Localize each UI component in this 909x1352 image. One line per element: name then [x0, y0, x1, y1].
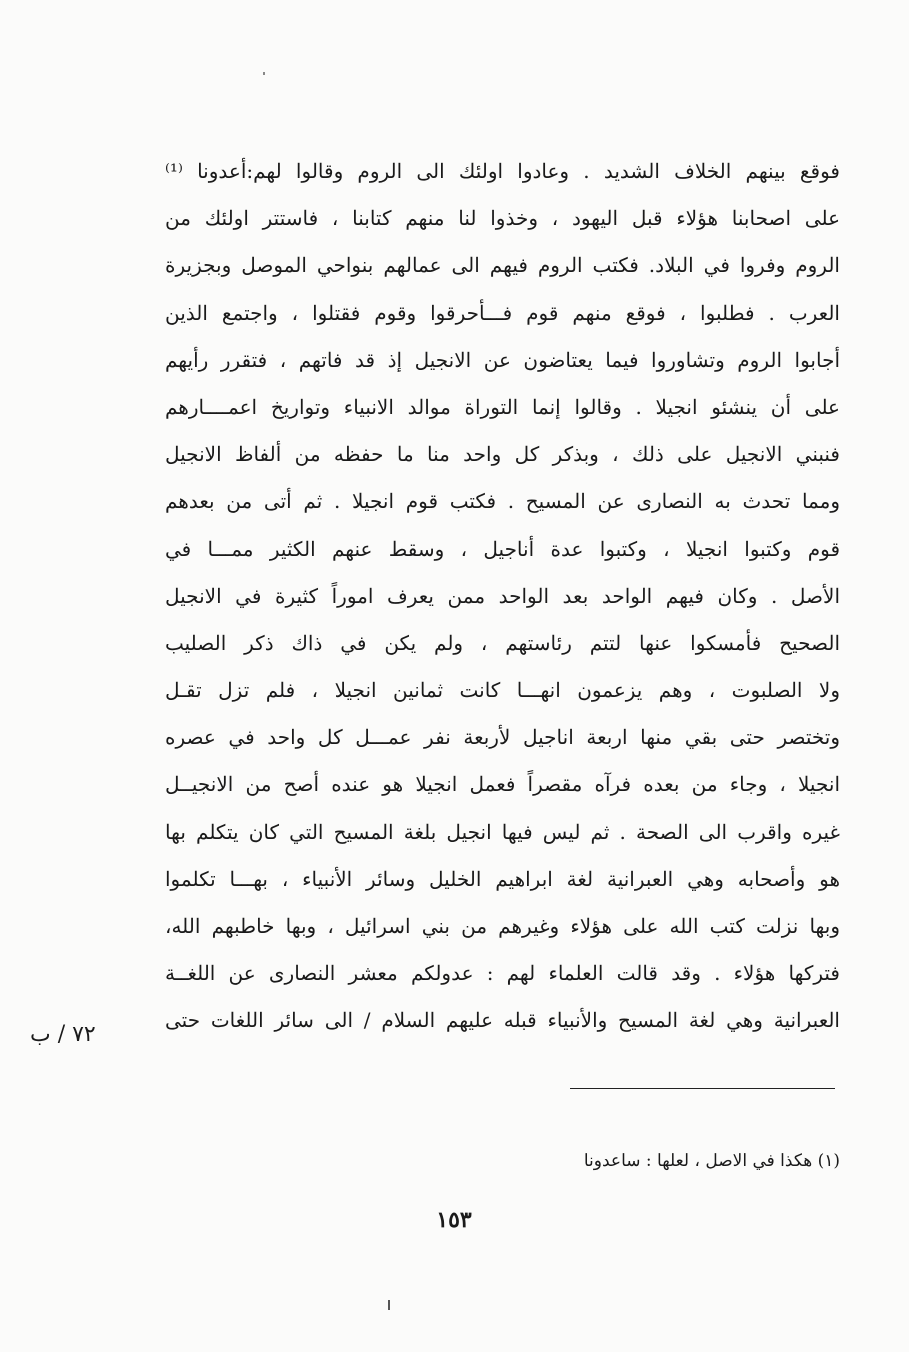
footnote-divider [570, 1088, 835, 1089]
text-line-3: الروم وفروا في البلاد. فكتب الروم فيهم الى عمالهم بنواحي الموصل وبجزيرة [165, 253, 840, 278]
text-line-17: وبها نزلت كتب الله على هؤلاء وغيرهم من بني اسرائيل ، وبها خاطبهم الله، [165, 914, 840, 938]
text-line-7: فنبني الانجيل على ذلك ، وبذكر كل واحد منا ما حفظه من ألفاظ الانجيل [165, 442, 840, 467]
scan-speck [263, 72, 265, 75]
text-line-2: على اصحابنا هؤلاء قبل اليهود ، وخذوا لنا منهم كتابنا ، فاستتر اولئك من [165, 206, 840, 231]
text-line-13: وتختصر حتى بقي منها اربعة اناجيل لأربعة نفر عمـــل كل واحد في عصره [165, 725, 840, 750]
text-line-8: ومما تحدث به النصارى عن المسيح . فكتب قوم انجيلا . ثم أتى من بعدهم [165, 489, 840, 514]
text-line-4: العرب . فطلبوا ، فوقع منهم قوم فـــأحرقوا وقوم فقتلوا ، واجتمع الذين [165, 300, 840, 325]
text-line-6: على أن ينشئو انجيلا . وقالوا إنما التوراة موالد الانبياء وتواريخ اعمــــارهم [165, 394, 840, 419]
footnote: (١) هكذا في الاصل ، لعلها : ساعدونا [583, 1151, 840, 1171]
folio-margin-reference: ٧٢ / ب [30, 1022, 96, 1047]
text-line-12: ولا الصلبوت ، وهم يزعمون انهـــا كانت ثمانين انجيلا ، فلم تزل تقـل [165, 678, 840, 703]
text-line-9: قوم وكتبوا انجيلا ، وكتبوا عدة أناجيل ، وسقط عنهم الكثير ممـــا في [165, 536, 840, 561]
text-line-15: غيره واقرب الى الصحة . ثم ليس فيها انجيل بلغة المسيح التي كان يتكلم بها [165, 819, 840, 844]
text-line-5: أجابوا الروم وتشاوروا فيما يعتاضون عن الانجيل إذ قد فاتهم ، فتقرر رأيهم [165, 347, 840, 372]
text-line-1: فوقع بينهم الخلاف الشديد . وعادوا اولئك الى الروم وقالوا لهم:أعدونا ⁽¹⁾ [165, 159, 840, 183]
text-line-16: هو وأصحابه وهي العبرانية لغة ابراهيم الخليل وسائر الأنبياء ، بهـــا تكلموا [165, 866, 840, 891]
text-line-10: الأصل . وكان فيهم الواحد بعد الواحد ممن يعرف اموراً كثيرة في الانجيل [165, 583, 840, 608]
page-number: ١٥٣ [436, 1207, 472, 1233]
main-text-block [165, 148, 840, 1045]
text-line-14: انجيلا ، وجاء من بعده فرآه مقصراً فعمل انجيلا هو عنده أصح من الانجيــل [165, 772, 840, 797]
text-line-18: فتركها هؤلاء . وقد قالت العلماء لهم : عدولكم معشر النصارى عن اللغــة [165, 961, 840, 986]
scan-mark [388, 1300, 390, 1310]
text-line-19: العبرانية وهي لغة المسيح والأنبياء قبله عليهم السلام / الى سائر اللغات حتى [165, 1008, 840, 1033]
text-line-11: الصحيح فأمسكوا عنها لتتم رئاستهم ، ولم يكن في ذاك ذكر الصليب [165, 630, 840, 655]
